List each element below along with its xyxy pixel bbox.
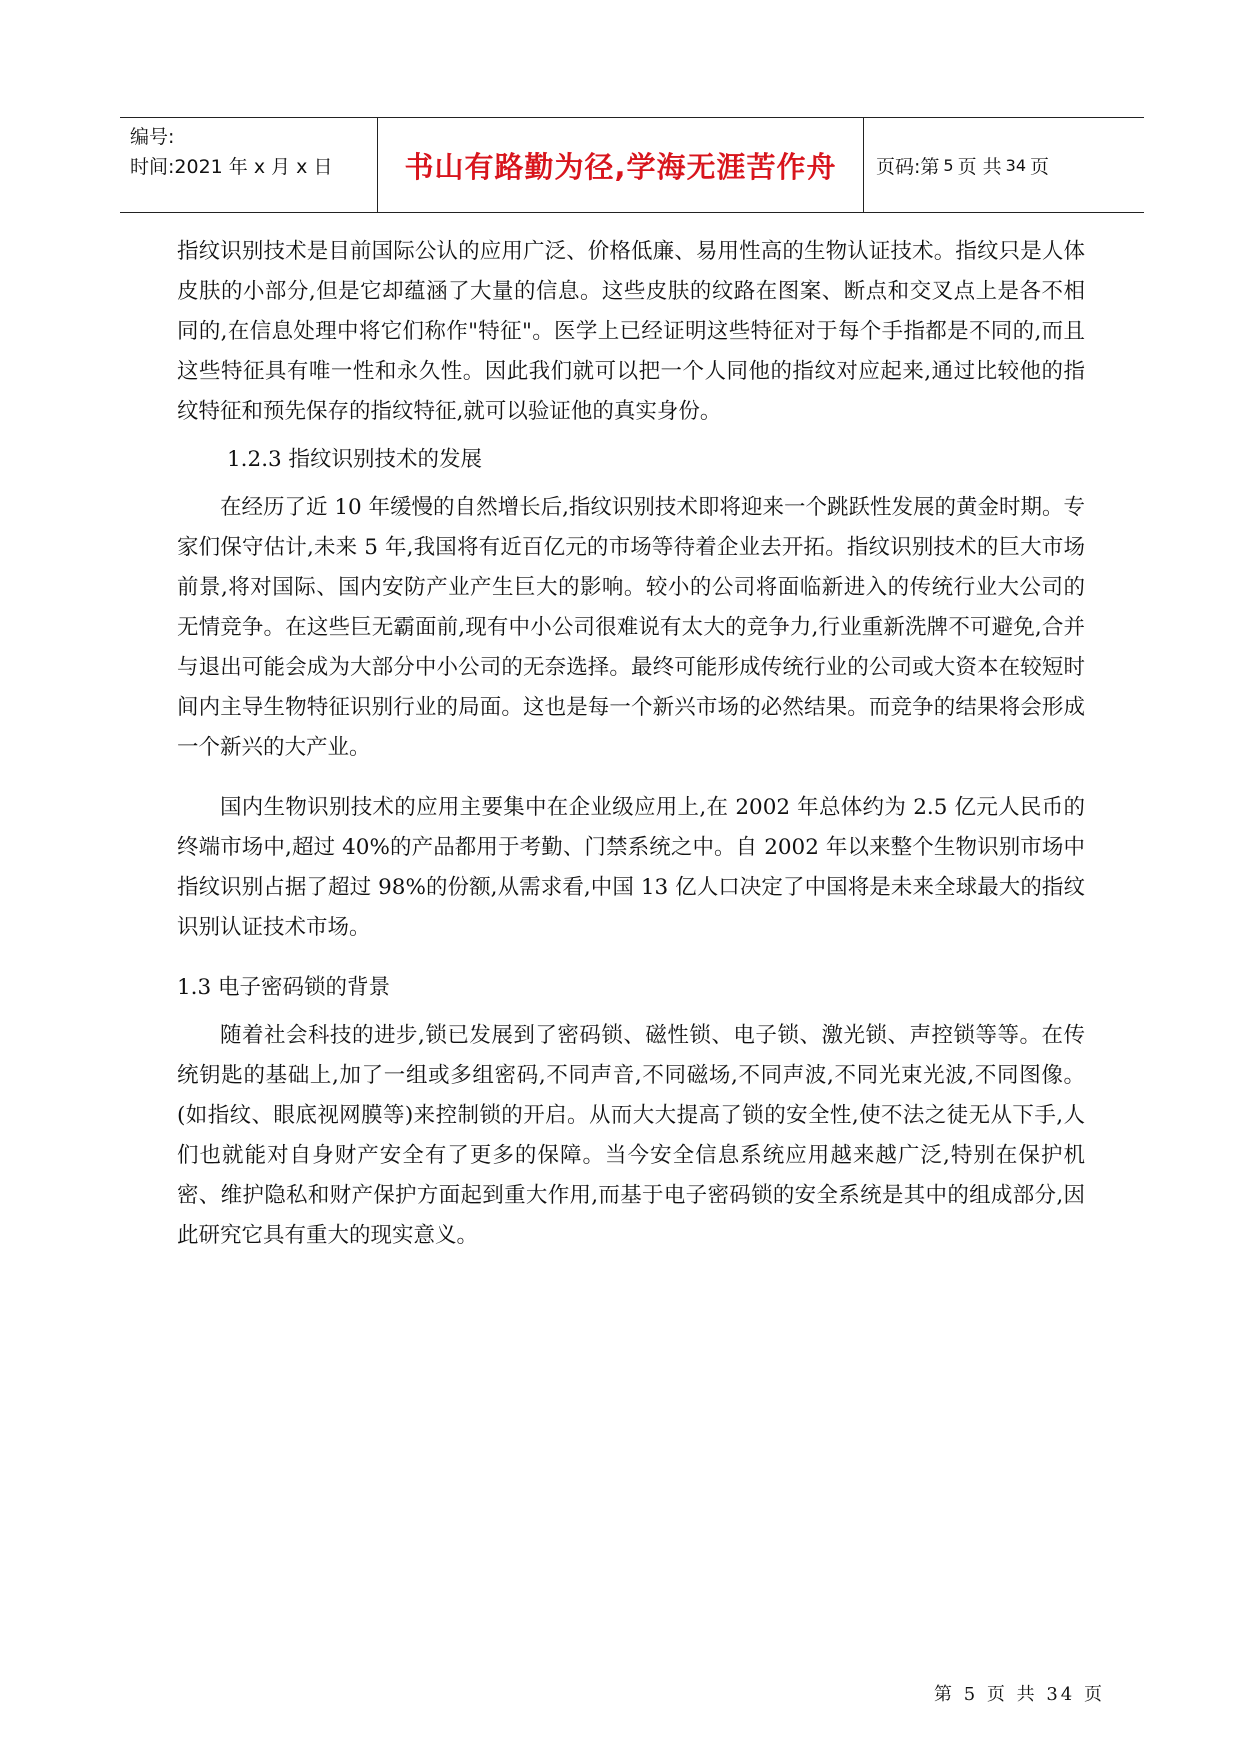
- header-page-cell: [864, 118, 1144, 212]
- header-motto-cell: [378, 118, 864, 212]
- page-mid: 页 共: [957, 155, 1002, 178]
- page-total: 34: [1005, 155, 1026, 175]
- paragraph-lock-background: 随着社会科技的进步,锁已发展到了密码锁、磁性锁、电子锁、激光锁、声控锁等等。在传统钥匙的基础上,加了一组或多组密码,不同声音,不同磁场,不同声波,不同光束光波,不同图像。(如指纹、眼底视网膜等)来控制锁的开启。从而大大提高了锁的安全性,使不法之徒无从下手,人们也就能对自身财产安全有了更多的保障。当今安全信息系统应用越来越广泛,特别在保护机密、维护隐私和财产保护方面起到重大作用,而基于电子密码锁的安全系统是其中的组成部分,因此研究它具有重大的现实意义。: [177, 1023, 1085, 1248]
- document-time-label: 时间:2021 年 x 月 x 日: [130, 156, 333, 178]
- page-body: [177, 232, 1085, 1256]
- page-suffix: 页: [1030, 155, 1050, 178]
- page-footer: 第 5 页 共 34 页: [934, 1684, 1105, 1705]
- section-heading-1-2-3: 1.2.3 指纹识别技术的发展: [227, 447, 483, 472]
- header-meta-cell: [120, 118, 378, 212]
- section-heading-1-3: 1.3 电子密码锁的背景: [177, 975, 391, 1000]
- document-number-label: 编号:: [130, 126, 175, 148]
- paragraph-fingerprint-development: 在经历了近 10 年缓慢的自然增长后,指纹识别技术即将迎来一个跳跃性发展的黄金时期。专家们保守估计,未来 5 年,我国将有近百亿元的市场等待着企业去开拓。指纹识别技术的巨大市场前景,将对国际、国内安防产业产生巨大的影响。较小的公司将面临新进入的传统行业大公司的无情竞争。在这些巨无霸面前,现有中小公司很难说有太大的竞争力,行业重新洗牌不可避免,合并与退出可能会成为大部分中小公司的无奈选择。最终可能形成传统行业的公司或大资本在较短时间内主导生物特征识别行业的局面。这也是每一个新兴市场的必然结果。而竞争的结果将会形成一个新兴的大产业。: [177, 495, 1085, 760]
- paragraph-fingerprint-intro: 指纹识别技术是目前国际公认的应用广泛、价格低廉、易用性高的生物认证技术。指纹只是人体皮肤的小部分,但是它却蕴涵了大量的信息。这些皮肤的纹路在图案、断点和交叉点上是各不相同的,在信息处理中将它们称作"特征"。医学上已经证明这些特征对于每个手指都是不同的,而且这些特征具有唯一性和永久性。因此我们就可以把一个人同他的指纹对应起来,通过比较他的指纹特征和预先保存的指纹特征,就可以验证他的真实身份。: [177, 239, 1085, 424]
- page-header: [120, 117, 1144, 213]
- header-motto: 书山有路勤为径,学海无涯苦作舟: [404, 149, 837, 184]
- page-prefix: 页码:第: [876, 155, 940, 178]
- paragraph-domestic-market: 国内生物识别技术的应用主要集中在企业级应用上,在 2002 年总体约为 2.5 亿元人民币的终端市场中,超过 40%的产品都用于考勤、门禁系统之中。自 2002 年以来整个生物识别市场中指纹识别占据了超过 98%的份额,从需求看,中国 13 亿人口决定了中国将是未来全球最大的指纹识别认证技术市场。: [177, 795, 1085, 940]
- page-number: 5: [943, 155, 954, 175]
